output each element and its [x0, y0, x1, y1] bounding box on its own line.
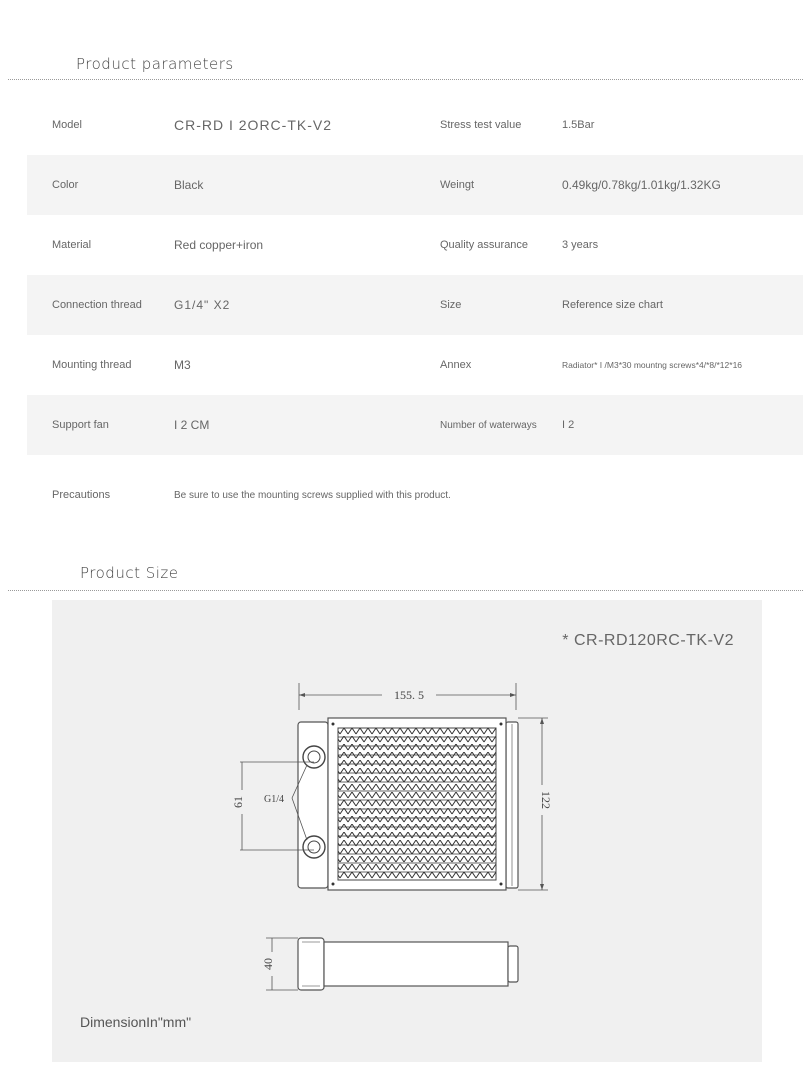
param-value: Radiator* I /M3*30 mountng screws*4/*8/*12*16 [562, 360, 743, 370]
param-value: 3 years [562, 239, 599, 251]
param-label: Material [52, 239, 92, 251]
size-chart-panel [52, 600, 762, 1062]
precautions-label: Precautions [52, 489, 111, 501]
param-value: CR-RD I 2ORC-TK-V2 [174, 117, 333, 133]
param-value: M3 [174, 358, 191, 372]
outlet-port [303, 836, 325, 858]
param-label: Quality assurance [440, 239, 529, 251]
param-label: Support fan [52, 419, 109, 431]
port-label: G1/4 [264, 794, 284, 805]
model-tag: * CR-RD120RC-TK-V2 [562, 632, 734, 649]
params-table [27, 95, 803, 535]
param-label: Stress test value [440, 119, 522, 131]
size-divider [8, 590, 803, 591]
dim-width-label: 155. 5 [394, 688, 424, 702]
dim-thickness-label: 40 [261, 958, 275, 970]
table-row [27, 335, 803, 395]
inlet-port [303, 746, 325, 768]
param-value: G1/4" X2 [174, 298, 231, 312]
param-value: Reference size chart [562, 299, 663, 311]
param-value: I 2 CM [174, 418, 210, 432]
param-label: Weingt [440, 179, 475, 191]
size-section-title: Product Size [80, 564, 179, 582]
param-label: Number of waterways [440, 419, 537, 431]
param-value: Red copper+iron [174, 238, 264, 252]
table-row [27, 155, 803, 215]
param-label: Model [52, 119, 82, 131]
dim-height-label: 122 [539, 791, 553, 809]
param-value: 1.5Bar [562, 119, 595, 131]
param-label: Mounting thread [52, 359, 132, 371]
param-value: 0.49kg/0.78kg/1.01kg/1.32KG [562, 178, 721, 192]
table-row [27, 215, 803, 275]
param-label: Color [52, 179, 79, 191]
table-row [27, 95, 803, 155]
param-label: Size [440, 299, 462, 311]
table-row [27, 275, 803, 335]
param-value: Black [174, 178, 204, 192]
params-section-title: Product parameters [76, 55, 234, 73]
table-row [27, 395, 803, 455]
dim-port-spacing-label: 61 [231, 796, 245, 808]
radiator-dimension-drawing [52, 600, 762, 1062]
param-value: I 2 [562, 419, 575, 431]
precautions-value: Be sure to use the mounting screws supplied with this product. [174, 489, 451, 501]
params-divider [8, 79, 803, 80]
param-label: Connection thread [52, 299, 142, 311]
param-label: Annex [440, 359, 472, 371]
table-row [27, 455, 803, 535]
unit-note: DimensionIn"mm" [80, 1014, 192, 1030]
